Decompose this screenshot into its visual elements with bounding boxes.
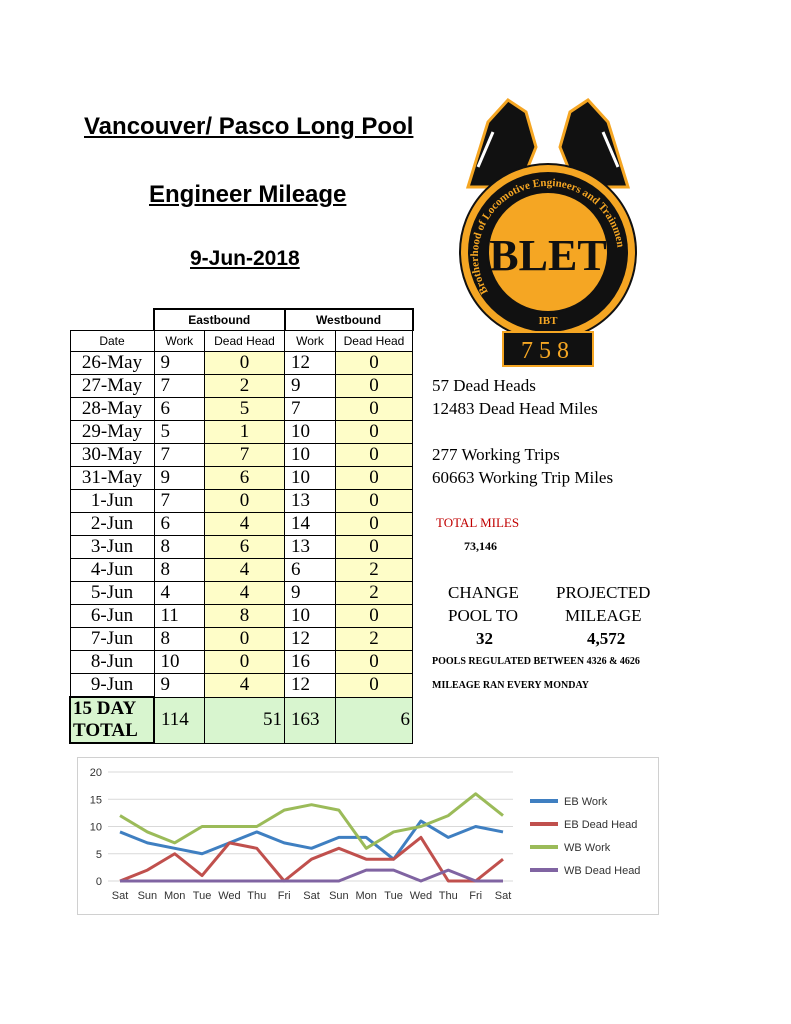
col-header-eb-work: Work <box>154 331 205 352</box>
wb-dead-head-cell: 2 <box>336 582 413 605</box>
date-cell: 5-Jun <box>70 582 154 605</box>
date-cell: 27-May <box>70 375 154 398</box>
date-cell: 26-May <box>70 352 154 375</box>
eb-work-cell: 7 <box>154 375 205 398</box>
wb-dead-head-cell: 0 <box>336 467 413 490</box>
wb-dead-head-cell: 0 <box>336 421 413 444</box>
blank-corner <box>70 309 154 331</box>
y-tick-label: 10 <box>89 821 102 834</box>
wb-dead-head-cell: 0 <box>336 674 413 698</box>
change-pool-value: 32 <box>476 629 493 648</box>
wb-work-cell: 9 <box>285 582 336 605</box>
dead-head-miles: 12483 Dead Head Miles <box>432 399 598 418</box>
logo-ring-text: Brotherhood of Locomotive Engineers and Trainmen <box>468 176 627 297</box>
eb-work-cell: 6 <box>154 513 205 536</box>
col-header-wb-work: Work <box>285 331 336 352</box>
table-row <box>70 467 413 490</box>
wb-work-cell: 6 <box>285 559 336 582</box>
x-tick-label: Wed <box>409 890 433 902</box>
x-tick-label: Sat <box>303 890 320 902</box>
wb-work-cell: 13 <box>285 490 336 513</box>
x-tick-label: Tue <box>192 890 212 902</box>
table-row <box>70 651 413 674</box>
x-tick-label: Sun <box>137 890 158 902</box>
wb-work-cell: 12 <box>285 352 336 375</box>
x-tick-label: Sat <box>494 890 512 902</box>
eb-dead-head-cell: 4 <box>205 559 285 582</box>
eb-dead-head-cell: 0 <box>205 651 285 674</box>
date-cell: 7-Jun <box>70 628 154 651</box>
logo-ibt: IBT <box>538 315 558 327</box>
eb-dead-head-cell: 6 <box>205 467 285 490</box>
eb-work-cell: 11 <box>154 605 205 628</box>
eb-work-cell: 5 <box>154 421 205 444</box>
eb-dead-head-cell: 4 <box>205 674 285 698</box>
table-row <box>70 490 413 513</box>
wb-dead-head-cell: 0 <box>336 605 413 628</box>
x-tick-label: Mon <box>355 890 377 902</box>
x-tick-label: Sat <box>111 890 129 902</box>
wb-dead-head-cell: 0 <box>336 536 413 559</box>
table-row <box>70 513 413 536</box>
eb-work-cell: 4 <box>154 582 205 605</box>
wb-dead-head-cell: 0 <box>336 375 413 398</box>
col-header-eb-dead-head: Dead Head <box>205 331 285 352</box>
table-row <box>70 352 413 375</box>
working-trips-count: 277 Working Trips <box>432 445 560 464</box>
total-wb-work: 163 <box>285 697 336 743</box>
dead-heads-count: 57 Dead Heads <box>432 376 536 395</box>
eb-dead-head-cell: 4 <box>205 582 285 605</box>
eb-work-cell: 9 <box>154 467 205 490</box>
total-label-line1: 15 DAY <box>73 698 137 719</box>
wb-dead-head-cell: 2 <box>336 559 413 582</box>
total-miles-label: TOTAL MILES <box>436 515 520 530</box>
x-tick-label: Sun <box>329 890 349 902</box>
wb-dead-head-cell: 0 <box>336 651 413 674</box>
regulation-note: POOLS REGULATED BETWEEN 4326 & 4626 <box>432 656 640 667</box>
projected-label-1: PROJECTED <box>556 583 651 602</box>
date-cell: 6-Jun <box>70 605 154 628</box>
wb-dead-head-cell: 0 <box>336 490 413 513</box>
legend-label: WB Work <box>564 842 611 854</box>
total-eb-work: 114 <box>154 697 205 743</box>
date-cell: 9-Jun <box>70 674 154 698</box>
eb-dead-head-cell: 7 <box>205 444 285 467</box>
change-pool-label-1: CHANGE <box>448 583 519 602</box>
eb-dead-head-cell: 0 <box>205 628 285 651</box>
eb-work-cell: 9 <box>154 674 205 698</box>
wb-work-cell: 13 <box>285 536 336 559</box>
x-tick-label: Tue <box>384 890 403 902</box>
eb-work-cell: 7 <box>154 444 205 467</box>
wb-work-cell: 10 <box>285 444 336 467</box>
wb-work-cell: 14 <box>285 513 336 536</box>
chart-svg <box>78 758 658 914</box>
series-line <box>120 794 503 849</box>
total-row <box>70 697 413 743</box>
eb-dead-head-cell: 5 <box>205 398 285 421</box>
x-tick-label: Mon <box>164 890 186 902</box>
table-row <box>70 398 413 421</box>
legend-label: EB Dead Head <box>564 819 638 831</box>
y-tick-label: 5 <box>95 848 102 861</box>
table-row <box>70 536 413 559</box>
wb-work-cell: 10 <box>285 421 336 444</box>
x-tick-label: Fri <box>469 890 483 902</box>
table-row <box>70 605 413 628</box>
mileage-chart <box>77 757 659 915</box>
wb-dead-head-cell: 2 <box>336 628 413 651</box>
date-cell: 2-Jun <box>70 513 154 536</box>
eastbound-header: Eastbound <box>154 309 285 331</box>
date-cell: 29-May <box>70 421 154 444</box>
col-header-wb-dead-head: Dead Head <box>336 331 413 352</box>
working-trip-miles: 60663 Working Trip Miles <box>432 468 614 487</box>
report-date: 9-Jun-2018 <box>190 247 300 270</box>
legend-label: EB Work <box>564 796 608 808</box>
eb-dead-head-cell: 6 <box>205 536 285 559</box>
wb-dead-head-cell: 0 <box>336 352 413 375</box>
date-cell: 31-May <box>70 467 154 490</box>
total-eb-dead-head: 51 <box>205 697 285 743</box>
table-row <box>70 628 413 651</box>
table-row <box>70 444 413 467</box>
eb-work-cell: 7 <box>154 490 205 513</box>
wb-work-cell: 12 <box>285 628 336 651</box>
eb-work-cell: 9 <box>154 352 205 375</box>
projected-label-2: MILEAGE <box>565 606 642 625</box>
date-cell: 4-Jun <box>70 559 154 582</box>
wb-work-cell: 12 <box>285 674 336 698</box>
wb-work-cell: 7 <box>285 398 336 421</box>
total-miles-value: 73,146 <box>464 539 497 553</box>
date-cell: 3-Jun <box>70 536 154 559</box>
y-tick-label: 0 <box>95 876 102 888</box>
westbound-header: Westbound <box>285 309 413 331</box>
eb-work-cell: 8 <box>154 559 205 582</box>
date-cell: 8-Jun <box>70 651 154 674</box>
logo-graphic <box>448 92 648 372</box>
eb-dead-head-cell: 1 <box>205 421 285 444</box>
eb-work-cell: 8 <box>154 536 205 559</box>
col-header-date: Date <box>70 331 154 352</box>
wb-dead-head-cell: 0 <box>336 444 413 467</box>
logo-local-number: 758 <box>521 338 575 364</box>
x-tick-label: Thu <box>438 890 458 902</box>
eb-work-cell: 6 <box>154 398 205 421</box>
x-tick-label: Fri <box>277 890 291 902</box>
x-tick-label: Thu <box>247 890 267 902</box>
total-label <box>70 697 154 743</box>
date-cell: 1-Jun <box>70 490 154 513</box>
total-wb-dead-head: 6 <box>336 697 413 743</box>
legend-label: WB Dead Head <box>564 865 641 877</box>
wb-work-cell: 16 <box>285 651 336 674</box>
wb-work-cell: 10 <box>285 605 336 628</box>
eb-work-cell: 8 <box>154 628 205 651</box>
wb-dead-head-cell: 0 <box>336 398 413 421</box>
eb-dead-head-cell: 8 <box>205 605 285 628</box>
wb-work-cell: 9 <box>285 375 336 398</box>
mileage-table <box>69 308 414 744</box>
eb-dead-head-cell: 4 <box>205 513 285 536</box>
table-row <box>70 421 413 444</box>
y-tick-label: 15 <box>89 794 102 807</box>
union-logo <box>448 92 648 372</box>
total-label-line2: TOTAL <box>73 720 138 741</box>
date-cell: 28-May <box>70 398 154 421</box>
projected-value: 4,572 <box>587 629 626 648</box>
eb-dead-head-cell: 0 <box>205 490 285 513</box>
eb-work-cell: 10 <box>154 651 205 674</box>
page-subtitle: Engineer Mileage <box>149 181 347 208</box>
table-row <box>70 559 413 582</box>
y-tick-label: 20 <box>89 767 102 779</box>
eb-dead-head-cell: 0 <box>205 352 285 375</box>
eb-dead-head-cell: 2 <box>205 375 285 398</box>
table-row <box>70 375 413 398</box>
x-tick-label: Wed <box>218 890 241 902</box>
schedule-note: MILEAGE RAN EVERY MONDAY <box>432 680 589 691</box>
page-title: Vancouver/ Pasco Long Pool <box>84 113 414 140</box>
wb-work-cell: 10 <box>285 467 336 490</box>
logo-monogram: BLET <box>489 231 607 280</box>
table-row <box>70 674 413 698</box>
wb-dead-head-cell: 0 <box>336 513 413 536</box>
change-pool-label-2: POOL TO <box>448 606 519 625</box>
table-row <box>70 582 413 605</box>
series-line <box>120 837 503 881</box>
date-cell: 30-May <box>70 444 154 467</box>
